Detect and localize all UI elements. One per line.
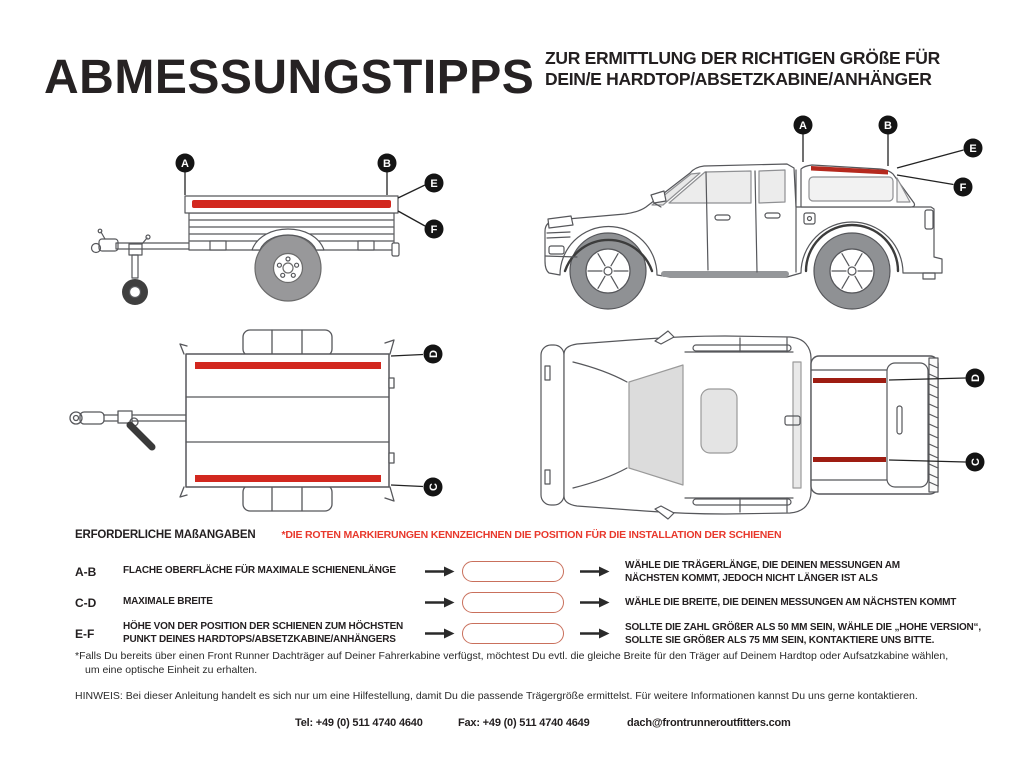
svg-text:A: A [799, 120, 807, 132]
truck-side-view [535, 110, 1010, 310]
svg-text:B: B [884, 120, 892, 132]
svg-text:F: F [430, 224, 438, 236]
trailer-side-view [55, 140, 455, 315]
measurement-rows [75, 556, 1015, 649]
rail-marking-red [195, 475, 381, 482]
svg-text:E: E [969, 143, 977, 155]
arrow-right-icon [425, 628, 462, 639]
truck-front-wheel [570, 233, 646, 309]
svg-text:E: E [430, 178, 438, 190]
row-id-ef: E-F [75, 626, 95, 641]
arrow-right-icon [566, 597, 610, 608]
contact-tel: Tel: +49 (0) 511 4740 4640 [295, 717, 423, 729]
row-id-ab: A-B [75, 564, 97, 579]
trailer-top-labels [424, 345, 443, 497]
page-subtitle [545, 48, 940, 90]
measurement-value-box-ab [462, 561, 564, 582]
rail-marking-red [813, 457, 886, 462]
contact-bar [0, 717, 1024, 733]
row-description-ab: FLACHE OBERFLÄCHE FÜR MAXIMALE SCHIENENLÄNGE [123, 565, 396, 577]
red-note: *DIE ROTEN MARKIERUNGEN KENNZEICHNEN DIE POSITION FÜR DIE INSTALLATION DER SCHIENEN [281, 529, 782, 541]
row-description-ef: HÖHE VON DER POSITION DER SCHIENEN ZUM HÖCHSTEN PUNKT DEINES HARDTOPS/ABSETZKABINE/ANHÄNGERS [123, 621, 404, 645]
row-result-cd: WÄHLE DIE BREITE, DIE DEINEN MESSUNGEN AM NÄCHSTEN KOMMT [625, 597, 957, 608]
arrow-right-icon [425, 597, 462, 608]
subtitle-line-2: DEIN/E HARDTOP/ABSETZKABINE/ANHÄNGER [545, 69, 932, 89]
arrow-right-icon [425, 566, 462, 577]
svg-text:D: D [970, 374, 982, 382]
measurement-value-box-cd [462, 592, 564, 613]
measurements-header [75, 529, 781, 541]
row-result-ef: SOLLTE DIE ZAHL GRÖßER ALS 50 MM SEIN, WÄHLE DIE „HOHE VERSION“, SOLLTE SIE GRÖßER ALS 75 MM SEIN, KONTAKTIERE UNS BITTE. [625, 621, 981, 646]
truck-top-labels [966, 369, 985, 472]
truck-rear-wheel [814, 233, 890, 309]
handbrake-lever [130, 425, 152, 447]
truck-bed-canopy [811, 356, 938, 494]
truck-top-view [535, 330, 1010, 520]
trailer-top-view [50, 325, 450, 520]
contact-fax: Fax: +49 (0) 511 4740 4649 [458, 717, 590, 729]
sunroof [701, 389, 737, 453]
row-description-cd: MAXIMALE BREITE [123, 596, 213, 608]
rail-marking-red [192, 200, 391, 208]
rail-marking-red [195, 362, 381, 369]
row-result-ab: WÄHLE DIE TRÄGERLÄNGE, DIE DEINEN MESSUNGEN AM NÄCHSTEN KOMMT, JEDOCH NICHT LÄNGER IST ALS [625, 559, 900, 584]
svg-text:A: A [181, 158, 189, 170]
svg-text:F: F [959, 182, 967, 194]
arrow-right-icon [566, 628, 610, 639]
svg-text:B: B [383, 158, 391, 170]
rail-marking-red [813, 378, 886, 383]
arrow-right-icon [566, 566, 610, 577]
page-title: ABMESSUNGSTIPPS [44, 51, 535, 104]
measurement-value-box-ef [462, 623, 564, 644]
section-title: ERFORDERLICHE MAßANGABEN [75, 529, 256, 541]
svg-text:C: C [428, 483, 440, 491]
row-id-cd: C-D [75, 595, 97, 610]
svg-text:D: D [428, 350, 440, 358]
footnote-hint: HINWEIS: Bei dieser Anleitung handelt es sich nur um eine Hilfestellung, damit Du die passende Trägergröße ermittelst. Für weitere Informationen kannst Du uns gerne kontaktieren. [75, 690, 918, 702]
svg-text:C: C [970, 458, 982, 466]
subtitle-line-1: ZUR ERMITTLUNG DER RICHTIGEN GRÖßE FÜR [545, 48, 940, 68]
footnote-asterisk: *Falls Du bereits über einen Front Runner Dachträger auf Deiner Fahrerkabine verfügst, möchtest Du evtl. die gleiche Breite für den Träger auf Deinem Hardtop oder Aufsatzkabine wählen, um eine optische Einheit zu erhalten. [75, 650, 949, 676]
contact-email: dach@frontrunneroutfitters.com [627, 717, 791, 729]
